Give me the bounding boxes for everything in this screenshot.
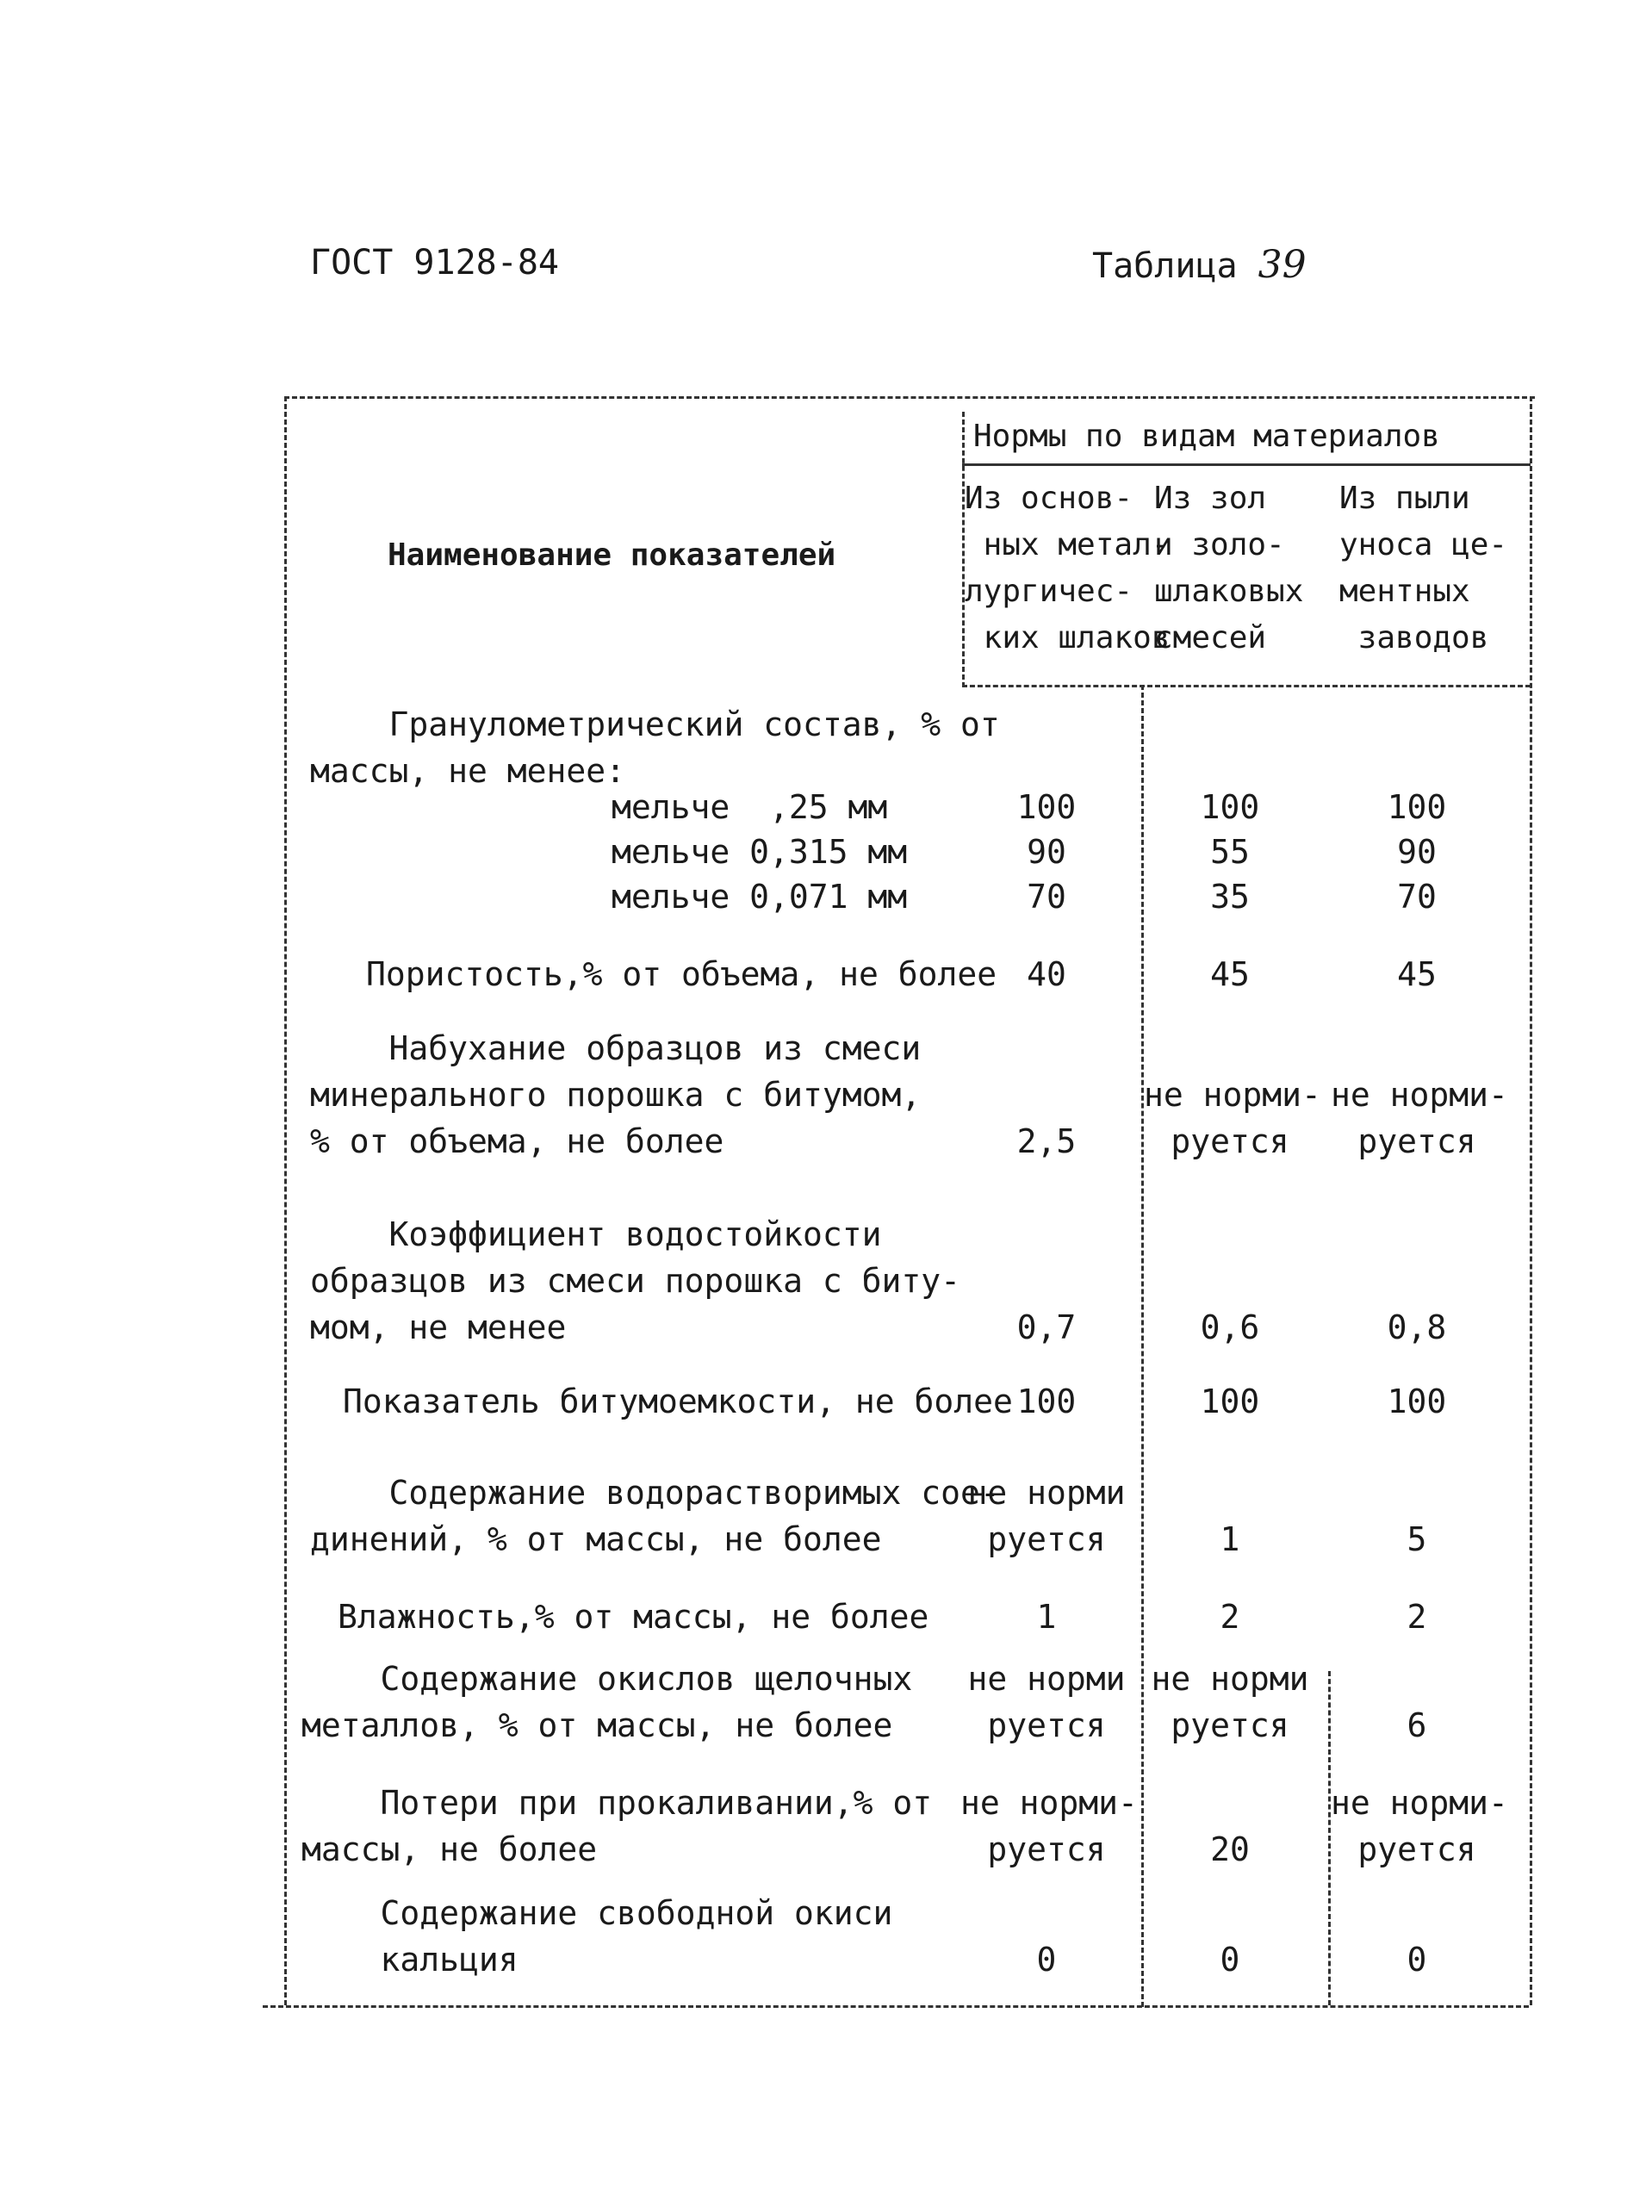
- row-label-porosity: Пористость,% от объема, не более: [366, 955, 997, 993]
- document-code: ГОСТ 9128-84: [310, 243, 559, 283]
- row-label-ignition-loss: Потери при прокаливании,% от массы, не более: [301, 1784, 933, 1868]
- norms-group-header: Нормы по видам материалов: [973, 419, 1440, 454]
- row-label-water-resistance: Коэффициент водостойкости образцов из смеси порошка с биту- мом, не менее: [310, 1215, 960, 1346]
- row-label-alkali-oxides: Содержание окислов щелочных металлов, % от массы, не более: [301, 1660, 913, 1744]
- cell-free-calcium-oxide-col1: 0: [1036, 1941, 1057, 1979]
- table-top-border: [284, 396, 1535, 399]
- column-header-cement-dust: Из пыли уноса це- ментных заводов: [1339, 481, 1508, 656]
- norms-header-underline: [962, 463, 1531, 466]
- row-label-swelling: Набухание образцов из смеси минерального порошка с битумом, % от объема, не более: [310, 1029, 922, 1160]
- cell-water-resistance-col1: 0,7: [1016, 1308, 1077, 1346]
- cell-ignition-loss-col2: 20: [1210, 1830, 1250, 1868]
- table-right-border: [1530, 396, 1532, 2005]
- cell-water-soluble-col1: не норми руется: [967, 1474, 1126, 1558]
- cell-free-calcium-oxide-col3: 0: [1407, 1941, 1427, 1979]
- table-label: [1092, 243, 1307, 287]
- cell-porosity-col2: 45: [1210, 955, 1250, 993]
- row-label-bitumen-capacity: Показатель битумоемкости, не более: [343, 1382, 1013, 1420]
- cell-finer-0071-col2: 35: [1210, 878, 1250, 916]
- cell-bitumen-capacity-col1: 100: [1016, 1382, 1077, 1420]
- indicator-column-header: Наименование показателей: [388, 537, 836, 573]
- cell-finer-0315-col3: 90: [1397, 833, 1437, 871]
- table-label-text: Таблица: [1092, 246, 1238, 286]
- cell-ignition-loss-col3: не норми- руется: [1331, 1784, 1508, 1868]
- cell-swelling-col2: не норми- руется: [1144, 1076, 1321, 1160]
- cell-finer-0071-col3: 70: [1397, 878, 1437, 916]
- column-header-metallurgical-slag: Из основ- ных метал- лургичес- ких шлаков: [965, 481, 1171, 656]
- row-label-humidity: Влажность,% от массы, не более: [338, 1598, 929, 1636]
- table-bottom-border: [263, 2005, 1529, 2008]
- cell-water-resistance-col3: 0,8: [1387, 1308, 1447, 1346]
- cell-ignition-loss-col1: не норми- руется: [960, 1784, 1138, 1868]
- row-label-granulometric: Гранулометрический состав, % от массы, не менее:: [310, 705, 1000, 790]
- row-label-finer-025: мельче ,25 мм: [612, 788, 888, 826]
- cell-finer-0315-col1: 90: [1027, 833, 1066, 871]
- cell-water-soluble-col3: 5: [1407, 1520, 1427, 1558]
- column-header-underline: [962, 685, 1531, 687]
- cell-finer-0315-col2: 55: [1210, 833, 1250, 871]
- cell-humidity-col1: 1: [1036, 1598, 1057, 1636]
- cell-humidity-col2: 2: [1220, 1598, 1240, 1636]
- cell-finer-025-col1: 100: [1016, 788, 1077, 826]
- cell-water-resistance-col2: 0,6: [1200, 1308, 1260, 1346]
- cell-water-soluble-col2: 1: [1220, 1520, 1240, 1558]
- column-header-ash-mixtures: Из зол и золо- шлаковых смесей: [1154, 481, 1304, 656]
- table-number: 39: [1258, 243, 1307, 287]
- cell-bitumen-capacity-col3: 100: [1387, 1382, 1447, 1420]
- table-left-border: [284, 396, 287, 2005]
- cell-finer-0071-col1: 70: [1027, 878, 1066, 916]
- cell-finer-025-col3: 100: [1387, 788, 1447, 826]
- cell-swelling-col3: не норми- руется: [1331, 1076, 1508, 1160]
- cell-bitumen-capacity-col2: 100: [1200, 1382, 1260, 1420]
- cell-alkali-oxides-col2: не норми руется: [1151, 1660, 1309, 1744]
- row-label-finer-0315: мельче 0,315 мм: [612, 833, 908, 871]
- cell-humidity-col3: 2: [1407, 1598, 1427, 1636]
- row-label-water-soluble: Содержание водорастворимых сое- динений, % от массы, не более: [310, 1474, 1000, 1558]
- cell-free-calcium-oxide-col2: 0: [1220, 1941, 1240, 1979]
- cell-alkali-oxides-col1: не норми руется: [967, 1660, 1126, 1744]
- cell-swelling-col1: 2,5: [1016, 1122, 1077, 1160]
- row-label-finer-0071: мельче 0,071 мм: [612, 878, 908, 916]
- cell-porosity-col3: 45: [1397, 955, 1437, 993]
- row-label-free-calcium-oxide: Содержание свободной окиси кальция: [380, 1894, 893, 1979]
- cell-alkali-oxides-col3: 6: [1407, 1706, 1427, 1744]
- cell-finer-025-col2: 100: [1200, 788, 1260, 826]
- cell-porosity-col1: 40: [1027, 955, 1066, 993]
